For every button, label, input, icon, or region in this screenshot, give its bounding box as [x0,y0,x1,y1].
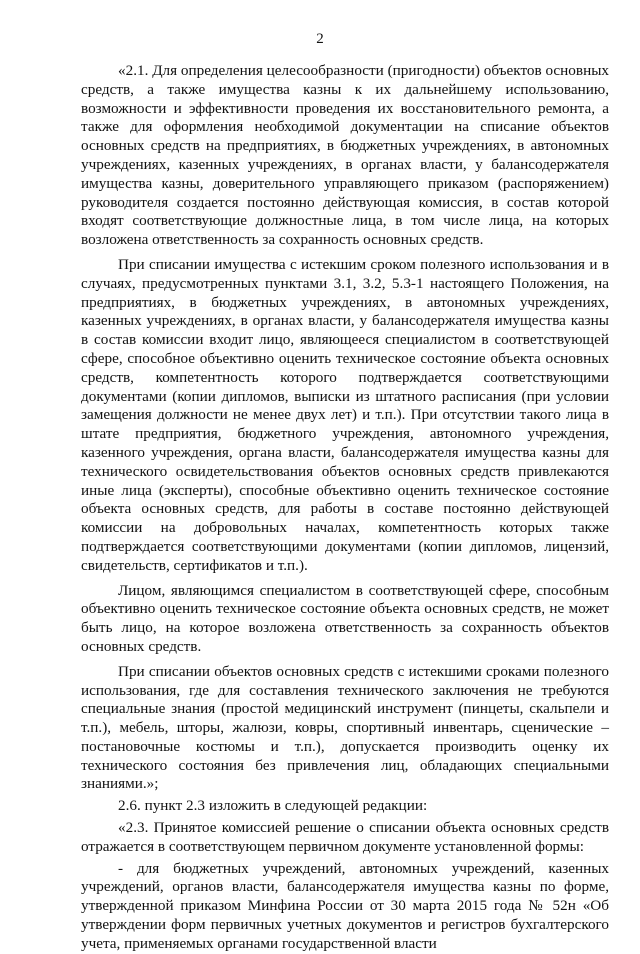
paragraph-2-1-commission: «2.1. Для определения целесообразности (пригодности) объектов основных средств, а также имущества казны к их дальнейшему использованию, возможности и эффективности проведения их восстановительного ремонта, а также для оформления необходимой документации на списание объектов основных средств на предприятиях, в бюджетных учреждениях, в автономных учреждениях, казенных учреждениях, в органах власти, у балансодержателя имущества казны, доверительного управляющего приказом (распоряжением) руководителя создается постоянно действующая комиссия, в состав которой входят соответствующие должностные лица, в том числе лица, на которых возложена ответственность за сохранность основных средств. [81,62,609,249]
paragraph-specialist-membership: При списании имущества с истекшим сроком полезного использования и в случаях, предусмотренных пунктами 3.1, 3.2, 5.3-1 настоящего Положения, на предприятиях, в бюджетных учреждениях, в автономных учреждениях, казенных учреждениях, в органах власти, у балансодержателя имущества казны в состав комиссии входит лицо, являющееся специалистом в соответствующей сфере, способное объективно оценить техническое состояние объекта основных средств, компетентность которого подтверждается соответствующими документами (копии дипломов, выписки из штатного расписания (при условии замещения должности не менее двух лет) и т.п.). При отсутствии такого лица в штате предприятия, бюджетного учреждения, автономного учреждения, казенного учреждения, органа власти, балансодержателя имущества казны для технического освидетельствования объектов основных средств привлекаются иные лица (эксперты), способные объективно оценить техническое состояние объекта основных средств, для работы в составе постоянно действующей комиссии на добровольных началах, компетентность которых также подтверждается соответствующими документами (копии дипломов, лицензий, свидетельств, сертификатов и т.п.). [81,255,609,574]
page-number: 2 [316,31,324,47]
paragraph-no-special-knowledge: При списании объектов основных средств с истекшими сроками полезного использования, где для составления технического заключения не требуются специальные знания (простой медицинский инструмент (пинцеты, скальпели и т.п.), мебель, шторы, жалюзи, ковры, спортивный инвентарь, сценические – постановочные костюмы и т.п.), допускается производить оценку их технического состояния без привлечения лиц, обладающих специальными знаниями.»; [81,662,609,793]
paragraph-2-6-amendment: 2.6. пункт 2.3 изложить в следующей редакции: [118,797,428,815]
document-body [81,62,609,954]
paragraph-specialist-restriction: Лицом, являющимся специалистом в соответствующей сфере, способным объективно оценить техническое состояние объекта основных средств, не может быть лицо, на которое возложена ответственность за сохранность объектов основных средств. [81,581,609,655]
paragraph-2-3-decision: «2.3. Принятое комиссией решение о списании объекта основных средств отражается в соответствующем первичном документе установленной формы: [81,819,609,855]
paragraph-budget-institutions-form: - для бюджетных учреждений, автономных учреждений, казенных учреждений, органов власти, балансодержателя имущества казны по форме, утвержденной приказом Минфина России от 30 марта 2015 года № 52н «Об утверждении форм первичных учетных документов и регистров бухгалтерского учета, применяемых органами государственной власти [81,859,609,952]
